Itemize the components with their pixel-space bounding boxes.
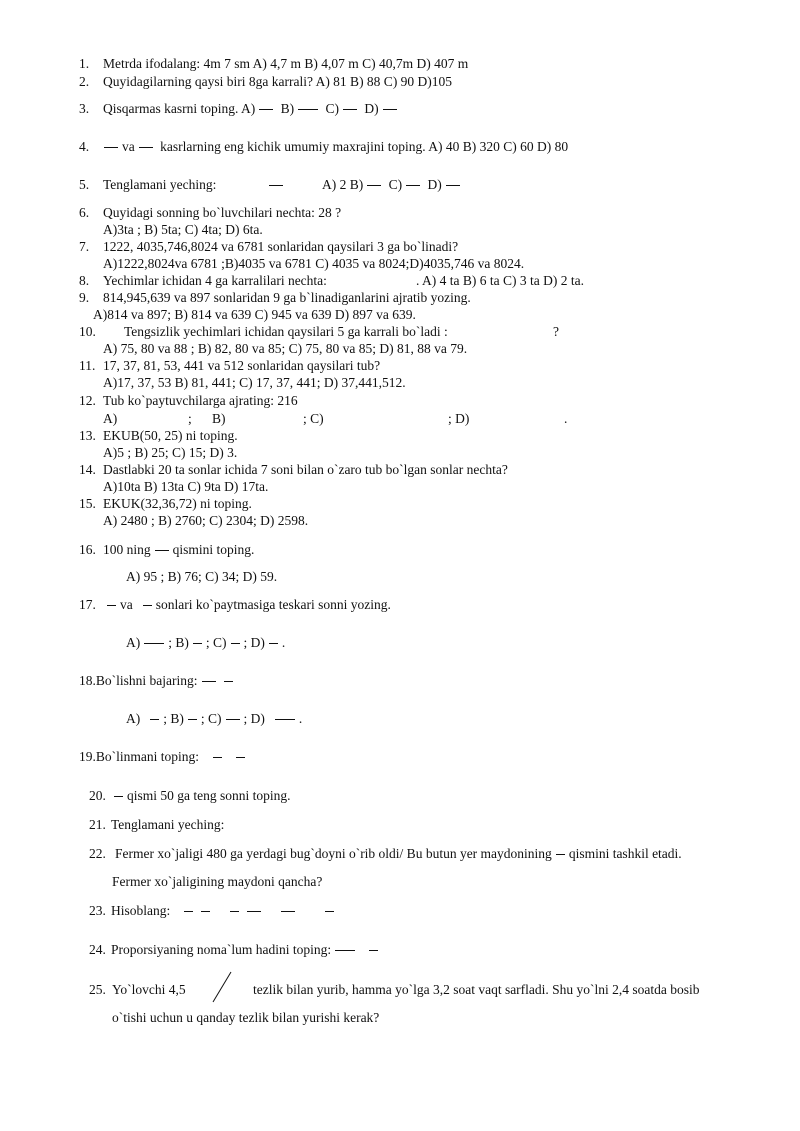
q21-text: Tenglamani yeching:	[111, 817, 225, 832]
q18-line	[79, 673, 237, 689]
q16-answers: A) 95 ; B) 76; C) 34; D) 59.	[126, 569, 278, 584]
q11-answers: A)17, 37, 53 B) 81, 441; C) 17, 37, 441; D) 37,441,512.	[103, 375, 406, 390]
q3-text: Qisqarmas kasrni toping. A)	[103, 101, 256, 116]
fraction-bar	[247, 911, 261, 912]
q25-text-c: o`tishi uchun u qanday tezlik bilan yurishi kerak?	[112, 1010, 380, 1025]
q17-and: va	[120, 597, 133, 612]
fraction-bar	[226, 719, 240, 720]
fraction-bar	[155, 550, 169, 551]
q5-text: Tenglamani yeching:	[103, 177, 217, 192]
fraction-bar	[139, 147, 153, 148]
fraction-bar	[104, 147, 118, 148]
q18-option-d: ; D)	[243, 711, 265, 726]
q23-text: Hisoblang:	[111, 903, 171, 918]
q14-number: 14.	[79, 462, 96, 477]
fraction-bar	[259, 109, 273, 110]
fraction-bar	[144, 643, 164, 644]
q8-answers: . A) 4 ta B) 6 ta C) 3 ta D) 2 ta.	[416, 273, 584, 288]
q2-number: 2.	[79, 74, 90, 89]
q19-text: 19.Bo`linmani toping:	[79, 749, 199, 764]
q4-and: va	[122, 139, 135, 154]
q4-number: 4.	[79, 139, 90, 154]
q17-number: 17.	[79, 597, 96, 612]
q17-answers	[126, 635, 285, 651]
q23-number: 23.	[89, 903, 106, 918]
q17-option-a: A)	[126, 635, 141, 650]
fraction-bar	[298, 109, 318, 110]
q2-text: Quyidagilarning qaysi biri 8ga karrali? A) 81 B) 88 C) 90 D)105	[103, 74, 453, 89]
q18-end: .	[298, 711, 303, 726]
q9-answers: A)814 va 897; B) 814 va 639 C) 945 va 639 D) 897 va 639.	[93, 307, 416, 322]
q1-text: Metrda ifodalang: 4m 7 sm A) 4,7 m B) 4,07 m C) 40,7m D) 407 m	[103, 56, 469, 71]
q12-option-c: ; C)	[303, 411, 324, 426]
q3-option-c: C)	[325, 101, 339, 116]
fraction-bar	[269, 185, 283, 186]
q7-number: 7.	[79, 239, 90, 254]
fraction-bar	[236, 757, 245, 758]
q12-sep-a: ;	[188, 411, 192, 426]
q11-text: 17, 37, 81, 53, 441 va 512 sonlaridan qaysilari tub?	[103, 358, 381, 373]
q20-text: qismi 50 ga teng sonni toping.	[127, 788, 291, 803]
fraction-bar	[367, 185, 381, 186]
q22-text-a: Fermer xo`jaligi 480 ga yerdagi bug`doyni o`rib oldi/ Bu butun yer maydonining	[115, 846, 552, 861]
q12-option-d: ; D)	[448, 411, 470, 426]
q7-answers: A)1222,8024va 6781 ;B)4035 va 6781 C) 4035 va 8024;D)4035,746 va 8024.	[103, 256, 525, 271]
q25-text-a: Yo`lovchi 4,5	[112, 982, 186, 997]
q12-number: 12.	[79, 393, 96, 408]
fraction-bar	[231, 643, 240, 644]
q18-text: 18.Bo`lishni bajaring:	[79, 673, 198, 688]
fraction-bar	[383, 109, 397, 110]
q17-end: .	[281, 635, 286, 650]
q15-answers: A) 2480 ; B) 2760; C) 2304; D) 2598.	[103, 513, 309, 528]
fraction-bar	[275, 719, 295, 720]
q5-option-ab: A) 2 B)	[322, 177, 364, 192]
fraction-bar	[369, 950, 378, 951]
fraction-bar	[446, 185, 460, 186]
q13-number: 13.	[79, 428, 96, 443]
q17-option-c: ; C)	[205, 635, 227, 650]
q16-number: 16.	[79, 542, 96, 557]
fraction-bar	[201, 911, 210, 912]
q5-option-d: D)	[427, 177, 442, 192]
q17-line	[103, 597, 391, 613]
fraction-bar	[193, 643, 202, 644]
q12-option-b: B)	[212, 411, 226, 426]
q9-number: 9.	[79, 290, 90, 305]
q8-text: Yechimlar ichidan 4 ga karralilari nechta:	[103, 273, 327, 288]
fraction-bar	[188, 719, 197, 720]
q25-number: 25.	[89, 982, 106, 997]
fraction-bar	[224, 681, 233, 682]
q7-text: 1222, 4035,746,8024 va 6781 sonlaridan qaysilari 3 ga bo`linadi?	[103, 239, 459, 254]
q25-text-b: tezlik bilan yurib, hamma yo`lga 3,2 soat vaqt sarfladi. Shu yo`lni 2,4 soatda bosib	[253, 982, 700, 997]
q16-text-b: qismini toping.	[172, 542, 255, 557]
q14-answers: A)10ta B) 13ta C) 9ta D) 17ta.	[103, 479, 269, 494]
q20-number: 20.	[89, 788, 106, 803]
q17-option-d: ; D)	[243, 635, 265, 650]
q6-text: Quyidagi sonning bo`luvchilari nechta: 28 ?	[103, 205, 342, 220]
fraction-bar	[281, 911, 295, 912]
fraction-bar	[343, 109, 357, 110]
q18-answers	[126, 711, 302, 727]
q13-text: EKUB(50, 25) ni toping.	[103, 428, 238, 443]
fraction-bar	[143, 605, 152, 606]
q12-end: .	[564, 411, 568, 426]
q22-text-b: qismini tashkil etadi.	[568, 846, 682, 861]
q5-option-c: C)	[388, 177, 403, 192]
q17-text: sonlari ko`paytmasiga teskari sonni yozing.	[155, 597, 391, 612]
q18-option-a: A)	[126, 711, 141, 726]
q6-number: 6.	[79, 205, 90, 220]
q20-line	[110, 788, 291, 804]
q21-number: 21.	[89, 817, 106, 832]
q13-answers: A)5 ; B) 25; C) 15; D) 3.	[103, 445, 238, 460]
fraction-bar	[230, 911, 239, 912]
fraction-bar	[114, 796, 123, 797]
q1-number: 1.	[79, 56, 90, 71]
q22-text-c: Fermer xo`jaligining maydoni qancha?	[112, 874, 323, 889]
q22-line	[115, 846, 682, 862]
fraction-slash-icon	[207, 970, 237, 1004]
q15-number: 15.	[79, 496, 96, 511]
fraction-bar	[335, 950, 355, 951]
q4-line	[100, 139, 568, 155]
fraction-bar	[269, 643, 278, 644]
fraction-bar	[406, 185, 420, 186]
q10-question-mark: ?	[553, 324, 559, 339]
q18-option-b: ; B)	[163, 711, 184, 726]
q5-equation	[265, 177, 287, 193]
q4-text: kasrlarning eng kichik umumiy maxrajini toping. A) 40 B) 320 C) 60 D) 80	[160, 139, 569, 154]
q10-number: 10.	[79, 324, 96, 339]
q18-option-c: ; C)	[200, 711, 222, 726]
q5-options	[322, 177, 464, 193]
q10-answers: A) 75, 80 va 88 ; B) 82, 80 va 85; C) 75, 80 va 85; D) 81, 88 va 79.	[103, 341, 468, 356]
q15-text: EKUK(32,36,72) ni toping.	[103, 496, 252, 511]
q17-option-b: ; B)	[168, 635, 189, 650]
q12-option-a: A)	[103, 411, 118, 426]
q19-line	[79, 749, 249, 765]
q14-text: Dastlabki 20 ta sonlar ichida 7 soni bilan o`zaro tub bo`lgan sonlar nechta?	[103, 462, 508, 477]
q6-answers: A)3ta ; B) 5ta; C) 4ta; D) 6ta.	[103, 222, 263, 237]
fraction-bar	[325, 911, 334, 912]
q3-option-d: D)	[364, 101, 379, 116]
q3-option-b: B)	[280, 101, 295, 116]
q23-line	[111, 903, 338, 919]
q3-line	[103, 101, 401, 117]
fraction-bar	[556, 854, 565, 855]
q8-number: 8.	[79, 273, 90, 288]
q16-line	[103, 542, 254, 558]
q10-text: Tengsizlik yechimlari ichidan qaysilari 5 ga karrali bo`ladi :	[124, 324, 448, 339]
fraction-bar	[107, 605, 116, 606]
fraction-bar	[184, 911, 193, 912]
q24-text: Proporsiyaning noma`lum hadini toping:	[111, 942, 332, 957]
q24-number: 24.	[89, 942, 106, 957]
q24-line	[111, 942, 382, 958]
q11-number: 11.	[79, 358, 96, 373]
q9-text: 814,945,639 va 897 sonlaridan 9 ga b`linadiganlarini ajratib yozing.	[103, 290, 471, 305]
fraction-bar	[150, 719, 159, 720]
q5-number: 5.	[79, 177, 90, 192]
fraction-bar	[213, 757, 222, 758]
q16-text-a: 100 ning	[103, 542, 151, 557]
q3-number: 3.	[79, 101, 90, 116]
q12-text: Tub ko`paytuvchilarga ajrating: 216	[103, 393, 298, 408]
fraction-bar	[202, 681, 216, 682]
q22-number: 22.	[89, 846, 106, 861]
